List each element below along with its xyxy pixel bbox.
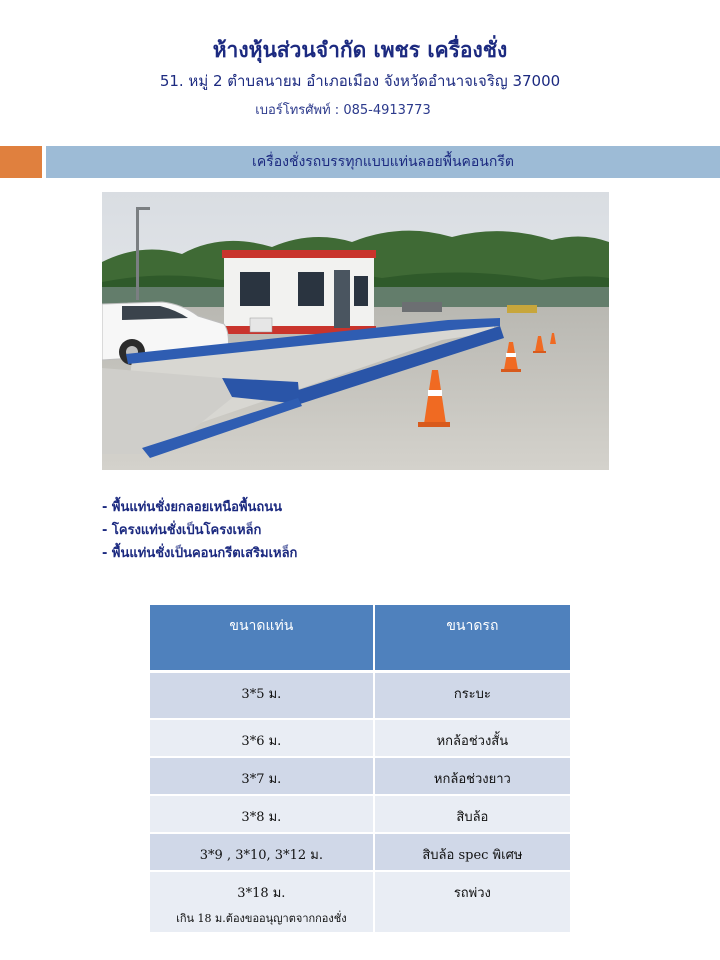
section-title-bar: เครื่องชั่งรถบรรทุกแบบแท่นลอยพื้นคอนกรีต bbox=[46, 146, 720, 178]
feature-item: - พื้นแท่นชั่งเป็นคอนกรีตเสริมเหล็ก bbox=[102, 546, 298, 561]
company-address: 51. หมู่ 2 ตำบลนายม อำเภอเมือง จังหวัดอำนาจเจริญ 37000 bbox=[159, 72, 561, 90]
vehicle-size-cell: หกล้อช่วงยาว bbox=[374, 757, 570, 795]
vehicle-size-cell: สิบล้อ spec พิเศษ bbox=[374, 833, 570, 871]
vehicle-size-cell: หกล้อช่วงสั้น bbox=[374, 719, 570, 757]
header-platform-size: ขนาดแท่น bbox=[150, 605, 374, 672]
vehicle-size-cell: สิบล้อ bbox=[374, 795, 570, 833]
table-row bbox=[150, 757, 570, 795]
platform-size-cell: 3*6 ม. bbox=[150, 719, 374, 757]
table-row bbox=[150, 719, 570, 757]
platform-size-value: 3*18 ม. bbox=[237, 885, 286, 901]
platform-size-cell: 3*7 ม. bbox=[150, 757, 374, 795]
truck-scale-photo bbox=[102, 192, 609, 470]
platform-size-cell: 3*5 ม. bbox=[150, 672, 374, 719]
table-row bbox=[150, 871, 570, 933]
permit-note: เกิน 18 ม.ต้องขออนุญาตจากกองชั่ง bbox=[176, 911, 347, 925]
company-phone: เบอร์โทรศัพท์ : 085-4913773 bbox=[255, 103, 431, 118]
platform-size-cell: 3*9 , 3*10, 3*12 ม. bbox=[150, 833, 374, 871]
vehicle-size-cell: กระบะ bbox=[374, 672, 570, 719]
table-row bbox=[150, 833, 570, 871]
table-row bbox=[150, 672, 570, 719]
accent-block bbox=[0, 146, 42, 178]
scale-size-table bbox=[150, 605, 570, 934]
feature-item: - พื้นแท่นชั่งยกลอยเหนือพื้นถนน bbox=[102, 500, 283, 515]
platform-size-cell: 3*8 ม. bbox=[150, 795, 374, 833]
table-row bbox=[150, 795, 570, 833]
feature-item: - โครงแท่นชั่งเป็นโครงเหล็ก bbox=[102, 523, 262, 538]
feature-list bbox=[102, 496, 297, 565]
platform-size-cell bbox=[150, 871, 374, 933]
header-vehicle-size: ขนาดรถ bbox=[374, 605, 570, 672]
vehicle-size-cell: รถพ่วง bbox=[374, 871, 570, 933]
table-header-row bbox=[150, 605, 570, 672]
company-name: ห้างหุ้นส่วนจำกัด เพชร เครื่องชั่ง bbox=[212, 38, 508, 62]
